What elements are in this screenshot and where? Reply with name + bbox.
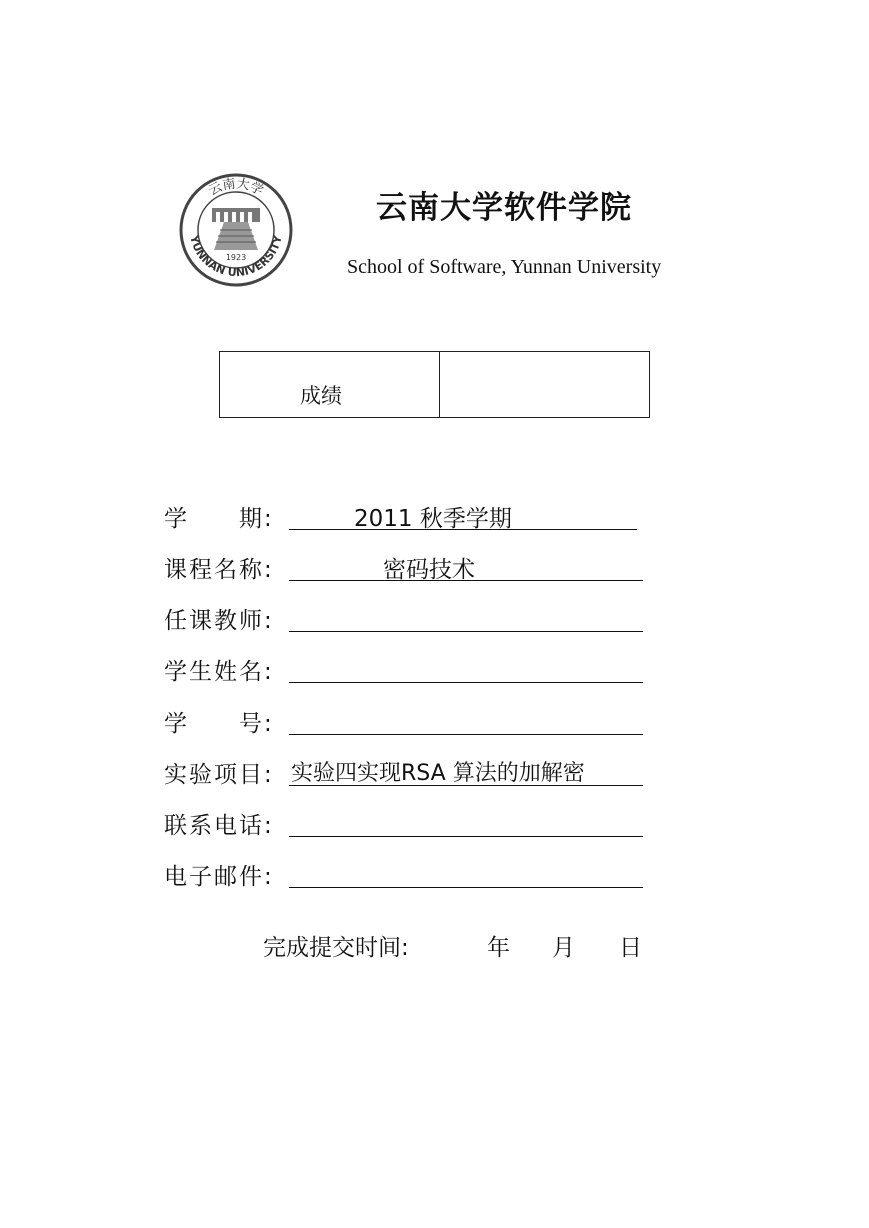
- field-underline: [289, 734, 643, 735]
- submission-date: [263, 929, 663, 963]
- field-student-name: [164, 653, 644, 687]
- page-subtitle: School of Software, Yunnan University: [347, 256, 662, 278]
- grade-value-cell[interactable]: [440, 352, 649, 417]
- seal-english-text: YUNNAN UNIVERSITY: [187, 234, 285, 280]
- field-underline: [289, 682, 643, 683]
- field-value[interactable]: 2011 秋季学期: [354, 506, 512, 532]
- field-label: 联系电话:: [164, 813, 274, 839]
- submission-year-label: 年: [487, 935, 510, 961]
- grade-label: 成绩: [300, 384, 342, 408]
- field-semester: [164, 500, 644, 534]
- field-label: 学 期:: [164, 506, 274, 532]
- field-label: 任课教师:: [164, 608, 274, 634]
- field-underline: [289, 887, 643, 888]
- grade-label-cell: [220, 352, 440, 417]
- university-seal-logo: [178, 172, 294, 288]
- grade-table: [219, 351, 650, 418]
- field-student-id: [164, 705, 644, 739]
- field-phone: [164, 807, 644, 841]
- field-instructor: [164, 602, 644, 636]
- field-underline: [289, 836, 643, 837]
- field-course-name: [164, 551, 644, 585]
- submission-month-label: 月: [552, 935, 575, 961]
- page-title: 云南大学软件学院: [376, 190, 632, 226]
- field-underline: [289, 631, 643, 632]
- field-label: 学 号:: [164, 711, 274, 737]
- field-email: [164, 858, 644, 892]
- field-label: 课程名称:: [164, 557, 274, 583]
- seal-year: 1923: [225, 253, 247, 262]
- seal-chinese-text: 云南大学: [206, 176, 266, 199]
- field-label: 学生姓名:: [164, 659, 274, 685]
- field-label: 实验项目:: [164, 762, 274, 788]
- submission-date-label: 完成提交时间:: [263, 935, 409, 961]
- field-experiment-project: [164, 756, 644, 790]
- field-value[interactable]: 实验四实现RSA 算法的加解密: [291, 761, 585, 786]
- field-value[interactable]: 密码技术: [383, 557, 475, 583]
- field-label: 电子邮件:: [164, 864, 274, 890]
- submission-day-label: 日: [619, 935, 642, 961]
